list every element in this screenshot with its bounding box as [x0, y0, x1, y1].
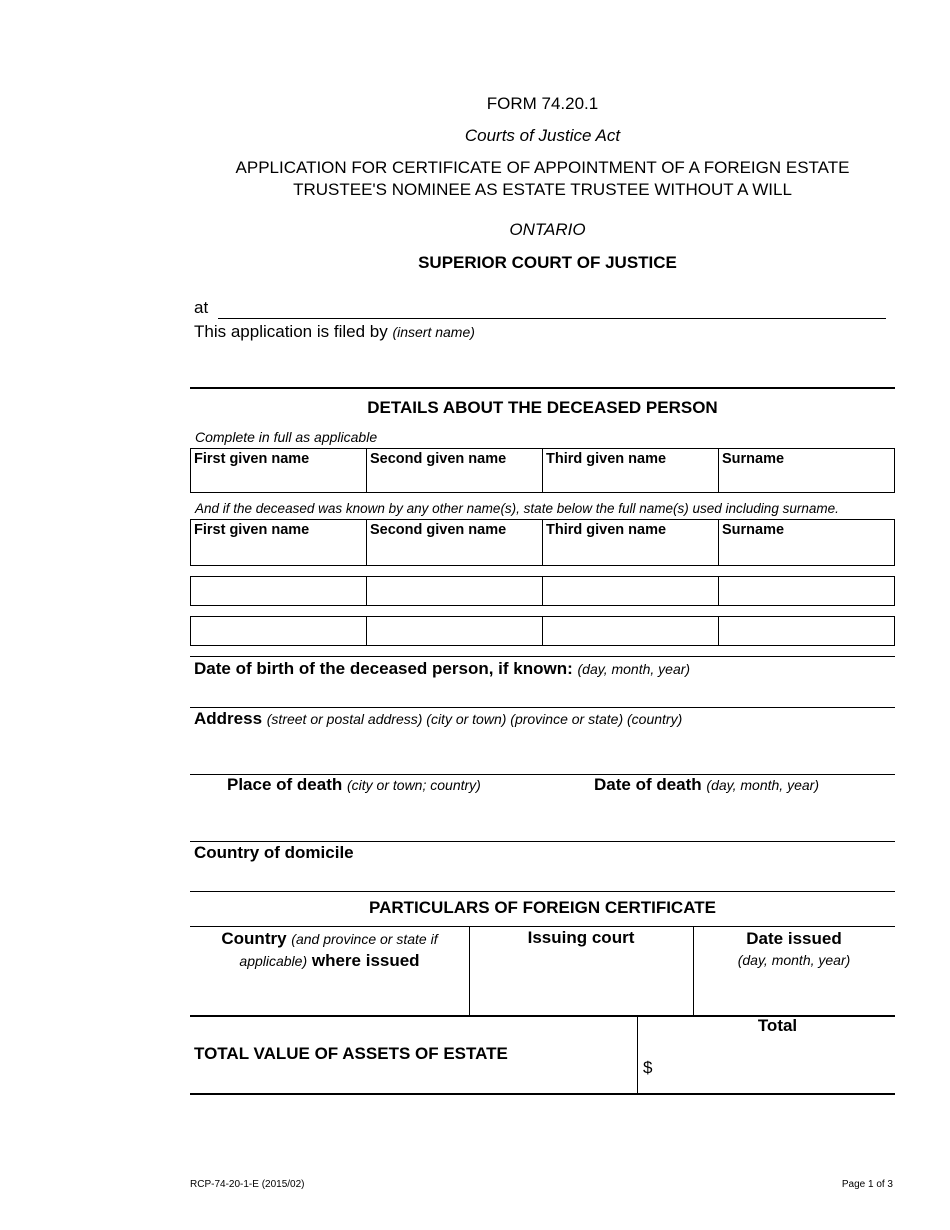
total-assets-label: TOTAL VALUE OF ASSETS OF ESTATE — [194, 1044, 508, 1063]
form-number: FORM 74.20.1 — [486, 94, 599, 113]
other-second-given-name-header: Second given name — [370, 522, 507, 538]
form-title-line2: TRUSTEE'S NOMINEE AS ESTATE TRUSTEE WITHOUT A WILL — [293, 180, 792, 199]
page-number: Page 1 of 3 — [841, 1179, 893, 1190]
other-third-given-name-header: Third given name — [546, 522, 667, 538]
surname-field[interactable] — [718, 448, 895, 493]
date-of-death-hint: (day, month, year) — [706, 777, 819, 793]
alias-row2-first-field[interactable] — [190, 616, 367, 646]
date-issued-label: Date issued — [746, 929, 842, 948]
other-names-note: And if the deceased was known by any other name(s), state below the full name(s) used including surname. — [195, 501, 839, 516]
other-surname-field[interactable] — [718, 519, 895, 566]
first-given-name-field[interactable] — [190, 448, 367, 493]
alias-row2-third-field[interactable] — [542, 616, 719, 646]
divider — [190, 1093, 895, 1095]
second-given-name-header: Second given name — [370, 451, 507, 467]
other-first-given-name-field[interactable] — [190, 519, 367, 566]
foreign-certificate-title: PARTICULARS OF FOREIGN CERTIFICATE — [369, 898, 716, 917]
currency-symbol: $ — [643, 1058, 653, 1077]
filed-by-field[interactable] — [194, 346, 884, 370]
complete-note: Complete in full as applicable — [195, 429, 378, 445]
first-given-name-header: First given name — [194, 451, 310, 467]
other-third-given-name-field[interactable] — [542, 519, 719, 566]
place-of-death-label: Place of death — [227, 775, 343, 794]
at-field[interactable] — [218, 298, 886, 319]
dob-hint: (day, month, year) — [577, 661, 691, 677]
second-given-name-field[interactable] — [366, 448, 543, 493]
issuing-court-label: Issuing court — [527, 928, 635, 947]
other-surname-header: Surname — [722, 522, 785, 538]
dob-field[interactable] — [194, 659, 690, 679]
place-of-death-hint: (city or town; country) — [347, 777, 481, 793]
divider — [190, 926, 895, 927]
address-hint: (street or postal address) (city or town) (province or state) (country) — [266, 711, 683, 727]
total-header: Total — [757, 1016, 798, 1035]
place-of-death-field[interactable] — [227, 775, 481, 795]
country-label: Country — [221, 929, 287, 948]
country-hint-line2: applicable) — [239, 953, 308, 969]
date-issued-hint: (day, month, year) — [737, 952, 851, 968]
issuing-court-field[interactable] — [469, 928, 693, 948]
act-name: Courts of Justice Act — [464, 126, 621, 145]
alias-row2-second-field[interactable] — [366, 616, 543, 646]
date-of-death-field[interactable] — [594, 775, 819, 795]
total-value-field[interactable] — [660, 1058, 890, 1080]
third-given-name-field[interactable] — [542, 448, 719, 493]
other-second-given-name-field[interactable] — [366, 519, 543, 566]
section-divider — [190, 387, 895, 389]
surname-header: Surname — [722, 451, 785, 467]
country-issued-field[interactable] — [190, 928, 469, 972]
alias-row1-surname-field[interactable] — [718, 576, 895, 606]
divider — [190, 891, 895, 892]
dob-label: Date of birth of the deceased person, if known: — [194, 659, 573, 678]
form-title-line1: APPLICATION FOR CERTIFICATE OF APPOINTMENT OF A FOREIGN ESTATE — [235, 158, 850, 177]
third-given-name-header: Third given name — [546, 451, 667, 467]
date-of-death-label: Date of death — [594, 775, 702, 794]
filed-by-line — [194, 322, 475, 342]
filed-by-hint: (insert name) — [392, 324, 475, 340]
alias-row1-second-field[interactable] — [366, 576, 543, 606]
other-first-given-name-header: First given name — [194, 522, 310, 538]
country-hint-line1: (and province or state if — [291, 931, 438, 947]
at-label: at — [194, 298, 209, 317]
filed-by-label: This application is filed by — [194, 322, 388, 341]
alias-row1-third-field[interactable] — [542, 576, 719, 606]
court-name: SUPERIOR COURT OF JUSTICE — [418, 253, 677, 272]
deceased-section-title: DETAILS ABOUT THE DECEASED PERSON — [367, 398, 718, 417]
address-label: Address — [194, 709, 263, 728]
domicile-label[interactable]: Country of domicile — [194, 843, 354, 862]
alias-row2-surname-field[interactable] — [718, 616, 895, 646]
address-field[interactable] — [194, 709, 682, 729]
divider — [190, 707, 895, 708]
column-divider — [637, 1016, 638, 1094]
where-issued-label: where issued — [311, 951, 420, 970]
province: ONTARIO — [509, 220, 586, 239]
divider — [190, 656, 895, 657]
form-code: RCP-74-20-1-E (2015/02) — [190, 1179, 305, 1190]
alias-row1-first-field[interactable] — [190, 576, 367, 606]
date-issued-field[interactable] — [693, 928, 895, 971]
divider — [190, 841, 895, 842]
